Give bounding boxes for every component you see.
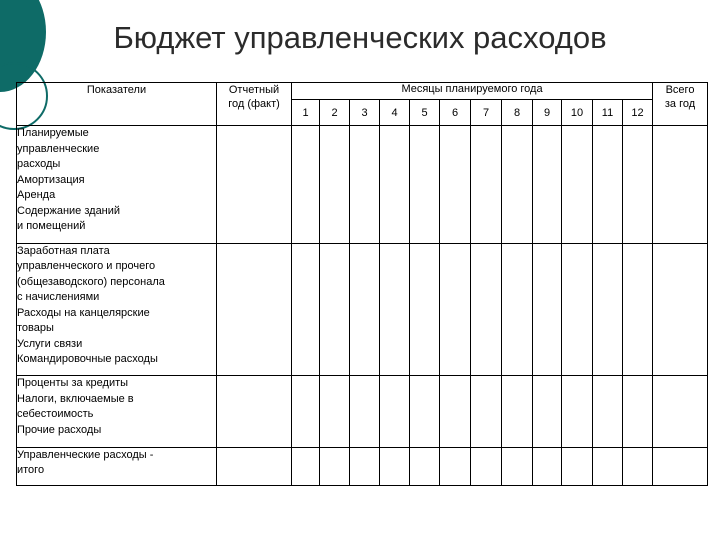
report-year-cell[interactable]	[217, 376, 292, 447]
month-cell[interactable]	[562, 126, 593, 244]
year-total-cell[interactable]	[653, 376, 708, 447]
month-cell[interactable]	[440, 447, 471, 485]
month-cell[interactable]	[410, 376, 440, 447]
month-cell[interactable]	[533, 376, 562, 447]
month-cell[interactable]	[380, 376, 410, 447]
row-label: Управленческие расходы - итого	[17, 447, 217, 485]
month-cell[interactable]	[380, 243, 410, 376]
year-total-cell[interactable]	[653, 243, 708, 376]
month-cell[interactable]	[350, 376, 380, 447]
month-number: 9	[533, 100, 562, 126]
header-year-total: Всего за год	[653, 83, 708, 126]
month-cell[interactable]	[471, 243, 502, 376]
table-row	[17, 376, 708, 447]
month-cell[interactable]	[471, 447, 502, 485]
month-cell[interactable]	[471, 126, 502, 244]
year-total-cell[interactable]	[653, 126, 708, 244]
month-cell[interactable]	[593, 243, 623, 376]
month-cell[interactable]	[533, 126, 562, 244]
month-cell[interactable]	[410, 243, 440, 376]
month-cell[interactable]	[533, 243, 562, 376]
month-cell[interactable]	[320, 447, 350, 485]
month-cell[interactable]	[320, 376, 350, 447]
month-cell[interactable]	[502, 447, 533, 485]
month-cell[interactable]	[292, 447, 320, 485]
month-number: 4	[380, 100, 410, 126]
month-cell[interactable]	[502, 376, 533, 447]
month-cell[interactable]	[410, 447, 440, 485]
month-cell[interactable]	[380, 447, 410, 485]
month-number: 2	[320, 100, 350, 126]
page-title: Бюджет управленческих расходов	[113, 20, 607, 55]
table-row	[17, 447, 708, 485]
month-cell[interactable]	[410, 126, 440, 244]
month-cell[interactable]	[562, 376, 593, 447]
month-number: 11	[593, 100, 623, 126]
year-total-cell[interactable]	[653, 447, 708, 485]
month-number: 8	[502, 100, 533, 126]
month-number: 1	[292, 100, 320, 126]
month-cell[interactable]	[320, 126, 350, 244]
month-number: 3	[350, 100, 380, 126]
month-cell[interactable]	[292, 126, 320, 244]
month-cell[interactable]	[292, 376, 320, 447]
report-year-cell[interactable]	[217, 447, 292, 485]
month-cell[interactable]	[623, 243, 653, 376]
header-planned-months: Месяцы планируемого года	[292, 83, 653, 100]
budget-table	[16, 82, 708, 486]
month-number: 5	[410, 100, 440, 126]
month-cell[interactable]	[562, 447, 593, 485]
month-cell[interactable]	[380, 126, 410, 244]
month-cell[interactable]	[593, 376, 623, 447]
month-cell[interactable]	[292, 243, 320, 376]
month-number: 7	[471, 100, 502, 126]
month-cell[interactable]	[623, 126, 653, 244]
month-cell[interactable]	[350, 126, 380, 244]
header-report-year: Отчетный год (факт)	[217, 83, 292, 126]
month-cell[interactable]	[502, 243, 533, 376]
month-cell[interactable]	[471, 376, 502, 447]
row-label: Проценты за кредиты Налоги, включаемые в себестоимость Прочие расходы	[17, 376, 217, 447]
month-cell[interactable]	[623, 376, 653, 447]
month-cell[interactable]	[440, 126, 471, 244]
month-cell[interactable]	[623, 447, 653, 485]
month-cell[interactable]	[320, 243, 350, 376]
month-cell[interactable]	[593, 447, 623, 485]
month-number: 6	[440, 100, 471, 126]
month-cell[interactable]	[593, 126, 623, 244]
month-number: 12	[623, 100, 653, 126]
month-number: 10	[562, 100, 593, 126]
month-cell[interactable]	[533, 447, 562, 485]
table-row	[17, 243, 708, 376]
row-label: Планируемые управленческие расходы Амортизация Аренда Содержание зданий и помещений	[17, 126, 217, 244]
header-indicators: Показатели	[17, 83, 217, 126]
month-cell[interactable]	[502, 126, 533, 244]
row-label: Заработная плата управленческого и прочего (общезаводского) персонала с начислениями Расходы на канцелярские товары Услуги связи Командировочные расходы	[17, 243, 217, 376]
month-cell[interactable]	[440, 376, 471, 447]
table-row	[17, 126, 708, 244]
report-year-cell[interactable]	[217, 243, 292, 376]
report-year-cell[interactable]	[217, 126, 292, 244]
month-cell[interactable]	[562, 243, 593, 376]
month-cell[interactable]	[350, 447, 380, 485]
month-cell[interactable]	[440, 243, 471, 376]
month-cell[interactable]	[350, 243, 380, 376]
